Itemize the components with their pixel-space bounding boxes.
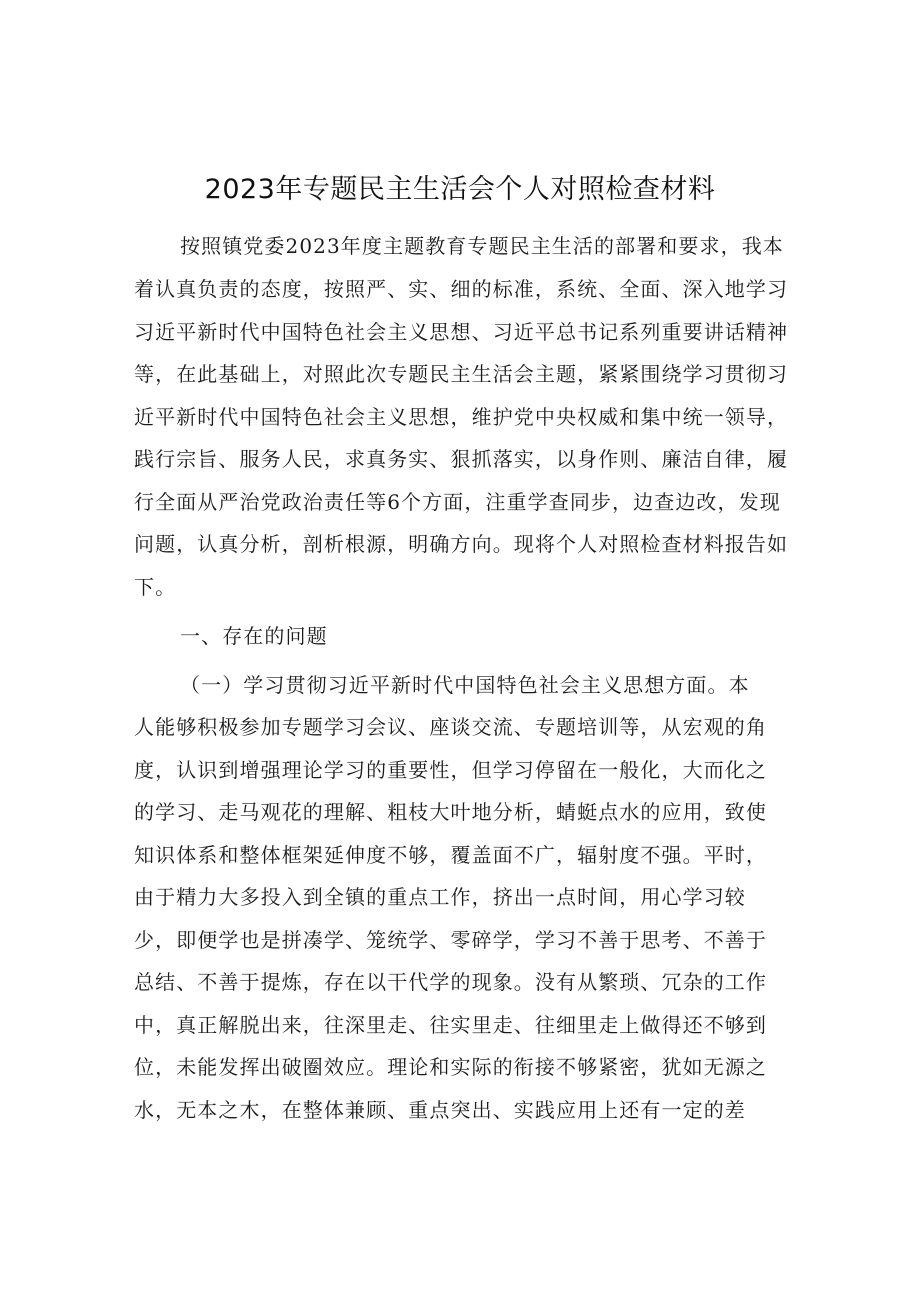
paragraph-line: 度，认识到增强理论学习的重要性，但学习停留在一般化，大而化之 xyxy=(134,758,767,782)
paragraph-line: 水，无本之木，在整体兼顾、重点突出、实践应用上还有一定的差 xyxy=(134,1098,746,1122)
paragraph-line: 着认真负责的态度，按照严、实、细的标准，系统、全面、深入地学习 xyxy=(134,277,789,301)
paragraph-line: （一）学习贯彻习近平新时代中国特色社会主义思想方面。本 xyxy=(180,673,750,697)
paragraph-line: 下。 xyxy=(134,575,177,599)
paragraph-line: 行全面从严治党政治责任等6个方面，注重学查同步，边查边改，发现 xyxy=(134,490,781,514)
paragraph-line: 近平新时代中国特色社会主义思想，维护党中央权威和集中统一领导， xyxy=(134,405,789,429)
paragraph-line: 习近平新时代中国特色社会主义思想、习近平总书记系列重要讲话精神 xyxy=(134,320,789,344)
paragraph-line: 人能够积极参加专题学习会议、座谈交流、专题培训等，从宏观的角 xyxy=(134,715,767,739)
paragraph-line: 等，在此基础上，对照此次专题民主生活会主题，紧紧围绕学习贯彻习 xyxy=(134,362,789,386)
paragraph-line: 问题，认真分析，剖析根源，明确方向。现将个人对照检查材料报告如 xyxy=(134,532,789,556)
document-title: 2023年专题民主生活会个人对照检查材料 xyxy=(204,174,716,205)
section-heading: 一、存在的问题 xyxy=(180,624,328,648)
paragraph-line: 的学习、走马观花的理解、粗枝大叶地分析，蜻蜓点水的应用，致使 xyxy=(134,800,767,824)
paragraph-line: 由于精力大多投入到全镇的重点工作，挤出一点时间，用心学习较 xyxy=(134,885,746,909)
paragraph-line: 位，未能发挥出破圈效应。理论和实际的衔接不够紧密，犹如无源之 xyxy=(134,1055,767,1079)
paragraph-line: 按照镇党委2023年度主题教育专题民主生活的部署和要求，我本 xyxy=(180,234,784,258)
paragraph-line: 总结、不善于提炼，存在以干代学的现象。没有从繁琐、冗杂的工作 xyxy=(134,970,767,994)
paragraph-line: 知识体系和整体框架延伸度不够，覆盖面不广，辐射度不强。平时， xyxy=(134,843,767,867)
paragraph-line: 中，真正解脱出来，往深里走、往实里走、往细里走上做得还不够到 xyxy=(134,1013,767,1037)
paragraph-line: 践行宗旨、服务人民，求真务实、狠抓落实，以身作则、廉洁自律，履 xyxy=(134,447,789,471)
paragraph-line: 少，即便学也是拼凑学、笼统学、零碎学，学习不善于思考、不善于 xyxy=(134,928,767,952)
